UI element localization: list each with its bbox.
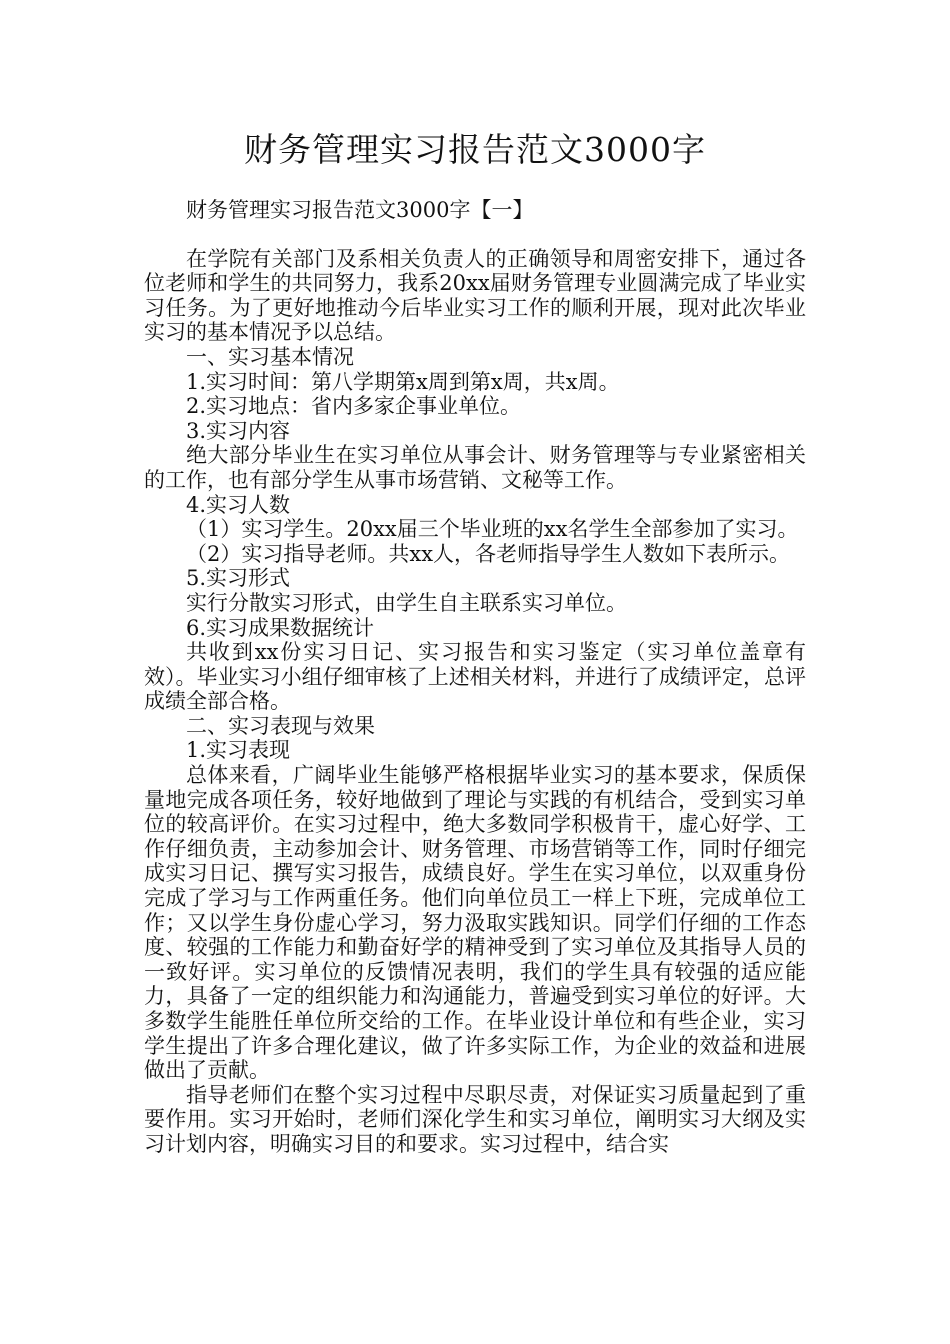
- subsection-heading: 5.实习形式: [186, 566, 291, 591]
- subsection-heading: 3.实习内容: [186, 418, 291, 443]
- paragraph: 绝大部分毕业生在实习单位从事会计、财务管理等与专业紧密相关的工作，也有部分学生从事市场营销、文秘等工作。: [144, 443, 806, 492]
- subsection-heading: 6.实习成果数据统计: [186, 615, 375, 640]
- paragraph: 1.实习时间：第八学期第x周到第x周，共x周。: [186, 369, 620, 394]
- paragraph: 2.实习地点：省内多家企事业单位。: [186, 394, 522, 419]
- paragraph: 实行分散实习形式，由学生自主联系实习单位。: [186, 590, 627, 615]
- paragraph: 共收到xx份实习日记、实习报告和实习鉴定（实习单位盖章有效）。毕业实习小组仔细审核了上述相关材料，并进行了成绩评定，总评成绩全部合格。: [144, 640, 806, 714]
- paragraph: 在学院有关部门及系相关负责人的正确领导和周密安排下，通过各位老师和学生的共同努力，我系20xx届财务管理专业圆满完成了毕业实习任务。为了更好地推动今后毕业实习工作的顺利开展，现对此次毕业实习的基本情况予以总结。: [144, 246, 806, 345]
- subsection-heading: 4.实习人数: [186, 492, 291, 517]
- paragraph: 指导老师们在整个实习过程中尽职尽责，对保证实习质量起到了重要作用。实习开始时，老师们深化学生和实习单位，阐明实习大纲及实习计划内容，明确实习目的和要求。实习过程中，结合实: [144, 1082, 806, 1156]
- paragraph: （2）实习指导老师。共xx人，各老师指导学生人数如下表所示。: [186, 541, 791, 566]
- section-heading: 一、实习基本情况: [186, 344, 354, 369]
- section-heading: 二、实习表现与效果: [186, 713, 375, 738]
- document-body: [144, 198, 806, 1157]
- paragraph: 总体来看，广阔毕业生能够严格根据毕业实习的基本要求，保质保量地完成各项任务，较好地做到了理论与实践的有机结合，受到实习单位的较高评价。在实习过程中，绝大多数同学积极肯干，虚心好学、工作仔细负责，主动参加会计、财务管理、市场营销等工作，同时仔细完成实习日记、撰写实习报告，成绩良好。学生在实习单位，以双重身份完成了学习与工作两重任务。他们向单位员工一样上下班，完成单位工作；又以学生身份虚心学习，努力汲取实践知识。同学们仔细的工作态度、较强的工作能力和勤奋好学的精神受到了实习单位及其指导人员的一致好评。实习单位的反馈情况表明，我们的学生具有较强的适应能力，具备了一定的组织能力和沟通能力，普遍受到实习单位的好评。大多数学生能胜任单位所交给的工作。在毕业设计单位和有些企业，实习学生提出了许多合理化建议，做了许多实际工作，为企业的效益和进展做出了贡献。: [144, 763, 806, 1083]
- paragraph: （1）实习学生。20xx届三个毕业班的xx名学生全部参加了实习。: [186, 517, 799, 542]
- section-subtitle: 财务管理实习报告范文3000字【一】: [186, 198, 534, 222]
- document-title: 财务管理实习报告范文3000字: [244, 130, 706, 169]
- subsection-heading: 1.实习表现: [186, 738, 291, 763]
